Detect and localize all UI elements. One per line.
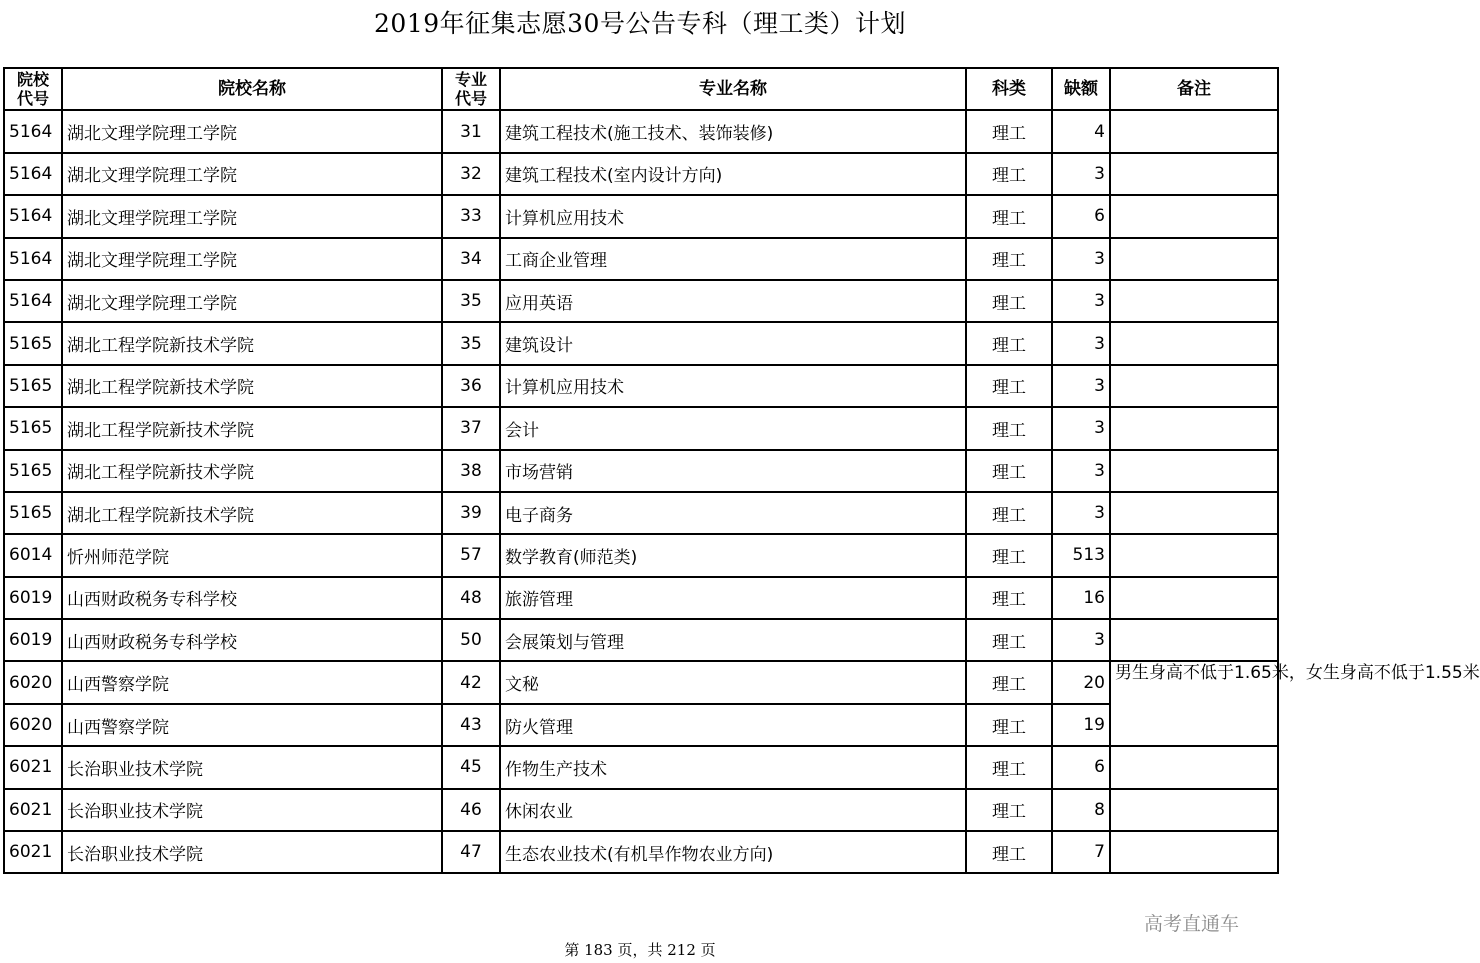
cell-category: 理工 (966, 661, 1052, 703)
cell-school-name: 湖北工程学院新技术学院 (62, 450, 442, 492)
cell-major-name: 建筑设计 (500, 322, 966, 364)
table-row (4, 534, 1278, 576)
cell-school-name: 长治职业技术学院 (62, 831, 442, 873)
cell-major-code: 31 (442, 110, 500, 152)
cell-quota: 8 (1052, 789, 1110, 831)
cell-school-code: 5164 (4, 110, 62, 152)
cell-major-code: 34 (442, 238, 500, 280)
table-row (4, 661, 1278, 703)
cell-school-code: 5164 (4, 280, 62, 322)
cell-remark (1110, 577, 1278, 619)
cell-major-name: 应用英语 (500, 280, 966, 322)
cell-quota: 3 (1052, 280, 1110, 322)
cell-school-name: 湖北文理学院理工学院 (62, 238, 442, 280)
table-row (4, 153, 1278, 195)
cell-school-code: 5165 (4, 365, 62, 407)
cell-school-name: 湖北工程学院新技术学院 (62, 365, 442, 407)
cell-quota: 4 (1052, 110, 1110, 152)
cell-category: 理工 (966, 492, 1052, 534)
cell-major-code: 57 (442, 534, 500, 576)
cell-major-code: 35 (442, 280, 500, 322)
table-row (4, 110, 1278, 152)
cell-major-code: 45 (442, 746, 500, 788)
cell-quota: 3 (1052, 322, 1110, 364)
cell-major-code: 37 (442, 407, 500, 449)
cell-major-name: 作物生产技术 (500, 746, 966, 788)
cell-school-code: 6021 (4, 746, 62, 788)
cell-major-name: 休闲农业 (500, 789, 966, 831)
cell-quota: 20 (1052, 661, 1110, 703)
cell-quota: 3 (1052, 450, 1110, 492)
cell-category: 理工 (966, 195, 1052, 237)
cell-school-name: 湖北工程学院新技术学院 (62, 407, 442, 449)
table-header-row (4, 68, 1278, 110)
cell-remark (1110, 534, 1278, 576)
header-remark: 备注 (1110, 68, 1278, 110)
table-row (4, 238, 1278, 280)
cell-category: 理工 (966, 365, 1052, 407)
table-row (4, 704, 1278, 746)
cell-school-code: 6020 (4, 704, 62, 746)
cell-remark (1110, 492, 1278, 534)
cell-category: 理工 (966, 831, 1052, 873)
cell-major-code: 42 (442, 661, 500, 703)
watermark: 高考直通车 (1144, 913, 1240, 935)
cell-major-name: 旅游管理 (500, 577, 966, 619)
cell-category: 理工 (966, 619, 1052, 661)
table-row (4, 365, 1278, 407)
cell-remark: 男生身高不低于1.65米，女生身高不低于1.55米 (1110, 661, 1278, 746)
cell-category: 理工 (966, 407, 1052, 449)
cell-major-code: 47 (442, 831, 500, 873)
table-row (4, 577, 1278, 619)
cell-school-name: 湖北文理学院理工学院 (62, 153, 442, 195)
table-body (4, 110, 1480, 873)
cell-remark (1110, 110, 1278, 152)
cell-category: 理工 (966, 789, 1052, 831)
cell-school-code: 5165 (4, 492, 62, 534)
cell-quota: 3 (1052, 619, 1110, 661)
cell-school-code: 5165 (4, 407, 62, 449)
page-footer: 第 183 页，共 212 页 (564, 941, 716, 959)
cell-school-name: 湖北文理学院理工学院 (62, 195, 442, 237)
header-school-name: 院校名称 (62, 68, 442, 110)
cell-quota: 3 (1052, 238, 1110, 280)
cell-remark (1110, 365, 1278, 407)
cell-category: 理工 (966, 534, 1052, 576)
cell-school-name: 忻州师范学院 (62, 534, 442, 576)
cell-major-name: 建筑工程技术(施工技术、装饰装修) (500, 110, 966, 152)
cell-school-name: 长治职业技术学院 (62, 789, 442, 831)
cell-quota: 16 (1052, 577, 1110, 619)
table-row (4, 619, 1278, 661)
cell-remark (1110, 619, 1278, 661)
cell-major-name: 数学教育(师范类) (500, 534, 966, 576)
cell-remark (1110, 280, 1278, 322)
cell-category: 理工 (966, 322, 1052, 364)
cell-quota: 6 (1052, 195, 1110, 237)
cell-major-name: 会计 (500, 407, 966, 449)
cell-school-code: 5164 (4, 195, 62, 237)
cell-category: 理工 (966, 450, 1052, 492)
table-row (4, 789, 1278, 831)
cell-school-name: 湖北文理学院理工学院 (62, 110, 442, 152)
cell-school-code: 6019 (4, 577, 62, 619)
cell-school-code: 5165 (4, 450, 62, 492)
cell-remark (1110, 450, 1278, 492)
cell-major-name: 电子商务 (500, 492, 966, 534)
cell-school-name: 湖北文理学院理工学院 (62, 280, 442, 322)
cell-school-name: 山西警察学院 (62, 661, 442, 703)
cell-category: 理工 (966, 153, 1052, 195)
cell-category: 理工 (966, 704, 1052, 746)
cell-major-code: 50 (442, 619, 500, 661)
cell-category: 理工 (966, 577, 1052, 619)
cell-remark (1110, 153, 1278, 195)
header-category: 科类 (966, 68, 1052, 110)
cell-category: 理工 (966, 238, 1052, 280)
table-row (4, 831, 1278, 873)
cell-major-name: 市场营销 (500, 450, 966, 492)
enrollment-plan-table (3, 67, 1480, 874)
cell-major-code: 32 (442, 153, 500, 195)
cell-major-code: 39 (442, 492, 500, 534)
cell-major-code: 46 (442, 789, 500, 831)
cell-quota: 3 (1052, 365, 1110, 407)
cell-category: 理工 (966, 746, 1052, 788)
table-row (4, 280, 1278, 322)
cell-major-code: 48 (442, 577, 500, 619)
cell-major-name: 建筑工程技术(室内设计方向) (500, 153, 966, 195)
table-row (4, 195, 1278, 237)
cell-school-name: 长治职业技术学院 (62, 746, 442, 788)
cell-major-name: 防火管理 (500, 704, 966, 746)
cell-quota: 6 (1052, 746, 1110, 788)
table-row (4, 450, 1278, 492)
cell-quota: 3 (1052, 407, 1110, 449)
cell-quota: 19 (1052, 704, 1110, 746)
cell-major-name: 会展策划与管理 (500, 619, 966, 661)
cell-school-code: 5164 (4, 153, 62, 195)
table-row (4, 746, 1278, 788)
cell-remark (1110, 195, 1278, 237)
cell-major-name: 计算机应用技术 (500, 365, 966, 407)
cell-school-name: 山西财政税务专科学校 (62, 577, 442, 619)
cell-quota: 513 (1052, 534, 1110, 576)
cell-major-code: 33 (442, 195, 500, 237)
cell-remark (1110, 746, 1278, 788)
cell-quota: 3 (1052, 153, 1110, 195)
cell-remark (1110, 789, 1278, 831)
cell-school-code: 6014 (4, 534, 62, 576)
cell-school-code: 6020 (4, 661, 62, 703)
cell-school-code: 5164 (4, 238, 62, 280)
table-row (4, 322, 1278, 364)
cell-quota: 3 (1052, 492, 1110, 534)
cell-major-code: 43 (442, 704, 500, 746)
header-major-name: 专业名称 (500, 68, 966, 110)
cell-school-code: 6019 (4, 619, 62, 661)
cell-category: 理工 (966, 280, 1052, 322)
cell-major-code: 38 (442, 450, 500, 492)
page-title: 2019年征集志愿30号公告专科（理工类）计划 (374, 9, 906, 38)
cell-school-name: 山西财政税务专科学校 (62, 619, 442, 661)
header-school-code: 院校 代号 (4, 68, 62, 110)
cell-school-name: 湖北工程学院新技术学院 (62, 492, 442, 534)
header-quota: 缺额 (1052, 68, 1110, 110)
cell-major-name: 生态农业技术(有机旱作物农业方向) (500, 831, 966, 873)
cell-major-name: 工商企业管理 (500, 238, 966, 280)
cell-school-code: 5165 (4, 322, 62, 364)
cell-quota: 7 (1052, 831, 1110, 873)
cell-major-name: 计算机应用技术 (500, 195, 966, 237)
cell-school-name: 湖北工程学院新技术学院 (62, 322, 442, 364)
cell-school-name: 山西警察学院 (62, 704, 442, 746)
cell-remark (1110, 831, 1278, 873)
table-row (4, 492, 1278, 534)
header-major-code: 专业 代号 (442, 68, 500, 110)
cell-remark (1110, 238, 1278, 280)
cell-major-code: 36 (442, 365, 500, 407)
cell-category: 理工 (966, 110, 1052, 152)
cell-school-code: 6021 (4, 789, 62, 831)
cell-major-name: 文秘 (500, 661, 966, 703)
cell-major-code: 35 (442, 322, 500, 364)
table-row (4, 407, 1278, 449)
cell-school-code: 6021 (4, 831, 62, 873)
cell-remark (1110, 407, 1278, 449)
cell-remark (1110, 322, 1278, 364)
